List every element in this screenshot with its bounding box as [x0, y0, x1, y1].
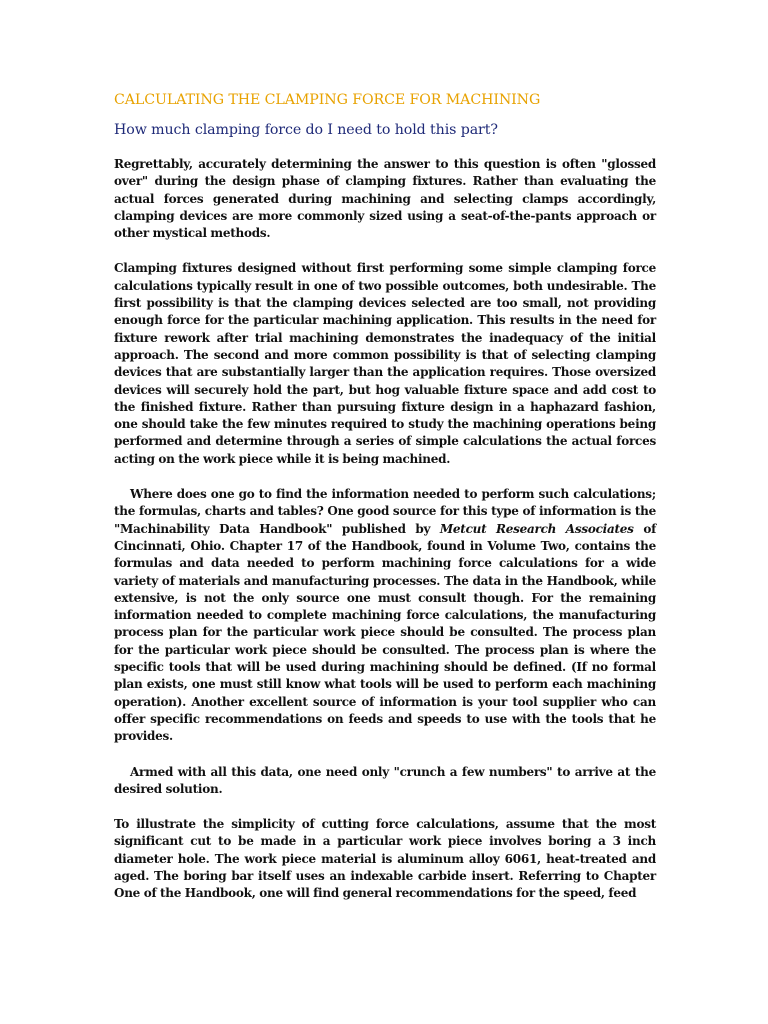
paragraph-text: of Cincinnati, Ohio. Chapter 17 of the Handbook, found in Volume Two, contains the formulas and data needed to perform machining force calculations for a wide variety of materials and manufacturing processes. The data in the Handbook, while extensive, is not the only source one must consult though. For the remaining information needed to complete machining force calculations, the manufacturing process plan for the particular work piece should be consulted. The process plan for the particular work piece should be consulted. The process plan is where the specific tools that will be used during machining should be defined. (If no formal plan exists, one must still know what tools will be used to perform each machining operation). Another excellent source of information is your tool supplier who can offer specific recommendations on feeds and speeds to use with the tools that he provides.	[114, 521, 657, 744]
publisher-name: Metcut Research Associates	[439, 521, 634, 536]
paragraph: Regrettably, accurately determining the answer to this question is often "glossed over" during the design phase of clamping fixtures. Rather than evaluating the actual forces generated during machining and selecting clamps accordingly, clamping devices are more commonly sized using a seat-of-the-pants approach or other mystical methods.	[114, 157, 656, 241]
paragraph-text: Where does one go to find the information needed to perform such calculations; the formulas, charts and tables? One good source for this type of information is the "Machinability Data Handbook" published by	[114, 487, 656, 536]
paragraph	[114, 486, 656, 745]
document-title: CALCULATING THE CLAMPING FORCE FOR MACHINING	[114, 92, 541, 108]
document-body	[114, 89, 656, 903]
paragraph: Armed with all this data, one need only "crunch a few numbers" to arrive at the desired solution.	[114, 764, 656, 796]
paragraph: To illustrate the simplicity of cutting force calculations, assume that the most significant cut to be made in a particular work piece involves boring a 3 inch diameter hole. The work piece material is aluminum alloy 6061, heat-treated and aged. The boring bar itself uses an indexable carbide insert. Referring to Chapter One of the Handbook, one will find general recommendations for the speed, feed	[114, 817, 656, 901]
document-subtitle: How much clamping force do I need to hold this part?	[114, 122, 498, 138]
paragraph: Clamping fixtures designed without first performing some simple clamping force calculations typically result in one of two possible outcomes, both undesirable. The first possibility is that the clamping devices selected are too small, not providing enough force for the particular machining application. This results in the need for fixture rework after trial machining demonstrates the inadequacy of the initial approach. The second and more common possibility is that of selecting clamping devices that are substantially larger than the application requires. Those oversized devices will securely hold the part, but hog valuable fixture space and add cost to the finished fixture. Rather than pursuing fixture design in a haphazard fashion, one should take the few minutes required to study the machining operations being performed and determine through a series of simple calculations the actual forces acting on the work piece while it is being machined.	[114, 261, 656, 466]
